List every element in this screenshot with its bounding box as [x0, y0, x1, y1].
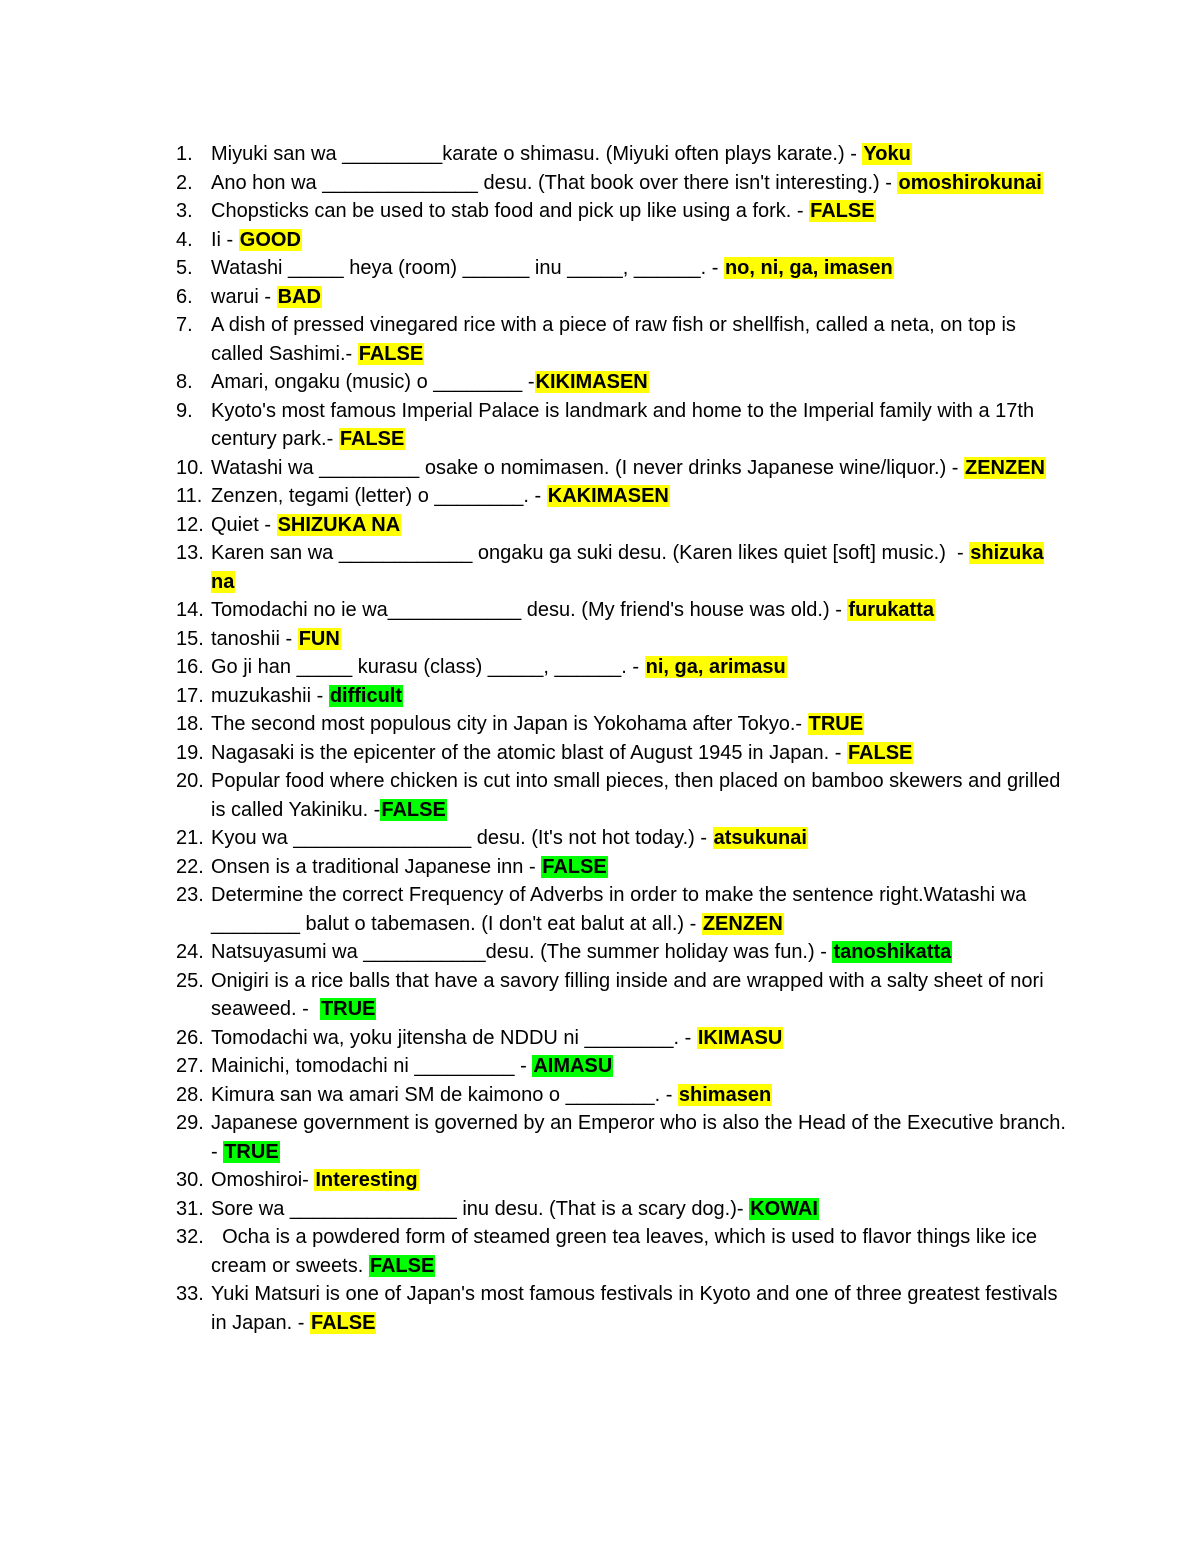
- question-text: Natsuyasumi wa ___________desu. (The summer holiday was fun.) -: [211, 941, 833, 963]
- item-body: [211, 1109, 1072, 1166]
- item-number: 31.: [176, 1197, 204, 1220]
- question-text: Tomodachi no ie wa____________ desu. (My friend's house was old.) -: [211, 599, 848, 621]
- highlighted-answer: BAD: [277, 285, 321, 308]
- item-number: 16.: [176, 656, 204, 678]
- item-body: [211, 283, 1066, 312]
- list-item: [176, 767, 1066, 824]
- highlighted-answer: atsukunai: [713, 827, 807, 849]
- question-text: Watashi _____ heya (room) ______ inu _____, ______. -: [211, 257, 724, 279]
- highlighted-answer: FUN: [298, 627, 340, 650]
- question-text: Mainichi, tomodachi ni _________ -: [211, 1055, 533, 1077]
- item-number: 12.: [176, 513, 204, 536]
- item-number: 21.: [176, 827, 204, 849]
- list-item: [176, 482, 1066, 511]
- item-body: [211, 1223, 1066, 1280]
- question-text: Onigiri is a rice balls that have a savory filling inside and are wrapped with a salty sheet of nori seaweed. -: [211, 969, 1050, 1020]
- list-item: [176, 824, 1066, 853]
- highlighted-answer: tanoshikatta: [833, 941, 952, 963]
- item-body: [211, 1081, 1066, 1110]
- highlighted-answer: Interesting: [315, 1169, 418, 1191]
- item-body: [211, 1024, 1066, 1053]
- item-body: [211, 1195, 1066, 1224]
- question-text: Yuki Matsuri is one of Japan's most famous festivals in Kyoto and one of three greatest festivals in Japan. -: [211, 1283, 1064, 1334]
- question-text: Popular food where chicken is cut into small pieces, then placed on bamboo skewers and grilled is called Yakiniku. -: [211, 770, 1066, 821]
- item-number: 3.: [176, 200, 193, 222]
- item-number: 5.: [176, 257, 193, 279]
- item-body: [211, 1280, 1066, 1337]
- list-item: [176, 881, 1066, 938]
- item-body: [211, 710, 1066, 739]
- question-text: Nagasaki is the epicenter of the atomic blast of August 1945 in Japan. -: [211, 741, 847, 764]
- item-body: [211, 967, 1066, 1024]
- question-text: warui -: [211, 285, 277, 308]
- item-body: [211, 938, 1066, 967]
- highlighted-answer: TRUE: [320, 998, 376, 1020]
- highlighted-answer: shizuka na: [211, 542, 1044, 593]
- item-body: [211, 1052, 1066, 1081]
- highlighted-answer: ZENZEN: [702, 912, 783, 935]
- highlighted-answer: difficult: [329, 684, 403, 707]
- item-body: [211, 368, 1066, 397]
- highlighted-answer: omoshirokunai: [898, 171, 1042, 194]
- list-item: [176, 511, 1066, 540]
- list-item: [176, 454, 1066, 483]
- list-item: [176, 1024, 1066, 1053]
- quiz-answer-list: [176, 140, 1072, 1337]
- item-number: 4.: [176, 228, 193, 251]
- highlighted-answer: FALSE: [358, 342, 424, 365]
- item-number: 26.: [176, 1026, 204, 1049]
- highlighted-answer: Yoku: [863, 143, 911, 165]
- question-text: Kyou wa ________________ desu. (It's not hot today.) -: [211, 827, 713, 849]
- question-text: Quiet -: [211, 513, 277, 536]
- question-text: Kimura san wa amari SM de kaimono o ________. -: [211, 1083, 678, 1106]
- item-number: 30.: [176, 1169, 204, 1191]
- item-body: [211, 739, 1066, 768]
- highlighted-answer: ZENZEN: [965, 456, 1045, 479]
- item-number: 6.: [176, 285, 193, 308]
- list-item: [176, 197, 1066, 226]
- question-text: Zenzen, tegami (letter) o ________. -: [211, 485, 547, 507]
- question-text: Japanese government is governed by an Emperor who is also the Head of the Executive branch. -: [211, 1112, 1072, 1163]
- item-body: [211, 197, 1066, 226]
- list-item: [176, 1280, 1066, 1337]
- item-body: [211, 226, 1066, 255]
- list-item: [176, 967, 1066, 1024]
- item-number: 14.: [176, 599, 204, 621]
- highlighted-answer: furukatta: [848, 599, 934, 621]
- highlighted-answer: FALSE: [381, 798, 446, 821]
- item-number: 27.: [176, 1055, 204, 1077]
- item-number: 32.: [176, 1226, 204, 1248]
- highlighted-answer: FALSE: [810, 200, 875, 222]
- question-text: muzukashii -: [211, 684, 329, 707]
- list-item: [176, 311, 1066, 368]
- item-body: [211, 853, 1066, 882]
- item-number: 15.: [176, 627, 204, 650]
- question-text: Ocha is a powdered form of steamed green tea leaves, which is used to flavor things like ice cream or sweets.: [211, 1226, 1043, 1277]
- item-body: [211, 397, 1066, 454]
- list-item: [176, 1166, 1066, 1195]
- question-text: Determine the correct Frequency of Adverbs in order to make the sentence right.Watashi wa ________ balut o tabemasen. (I don't eat balut at all.) -: [211, 884, 1032, 935]
- item-number: 10.: [176, 456, 204, 479]
- list-item: [176, 853, 1066, 882]
- question-text: The second most populous city in Japan is Yokohama after Tokyo.-: [211, 713, 808, 735]
- highlighted-answer: KAKIMASEN: [547, 485, 669, 507]
- highlighted-answer: FALSE: [369, 1254, 435, 1277]
- highlighted-answer: FALSE: [339, 428, 405, 450]
- item-number: 19.: [176, 741, 204, 764]
- item-body: [211, 625, 1066, 654]
- question-text: Sore wa _______________ inu desu. (That is a scary dog.)-: [211, 1197, 750, 1220]
- item-number: 25.: [176, 969, 204, 992]
- list-item: [176, 625, 1066, 654]
- item-number: 20.: [176, 770, 204, 792]
- item-body: [211, 169, 1066, 198]
- item-body: [211, 824, 1066, 853]
- item-body: [211, 311, 1066, 368]
- item-body: [211, 511, 1066, 540]
- highlighted-answer: TRUE: [808, 713, 864, 735]
- item-body: [211, 140, 1066, 169]
- item-body: [211, 881, 1066, 938]
- question-text: Miyuki san wa _________karate o shimasu. (Miyuki often plays karate.) -: [211, 143, 863, 165]
- item-number: 13.: [176, 542, 204, 564]
- list-item: [176, 938, 1066, 967]
- item-number: 17.: [176, 684, 204, 707]
- list-item: [176, 1081, 1066, 1110]
- item-number: 28.: [176, 1083, 204, 1106]
- highlighted-answer: shimasen: [678, 1083, 772, 1106]
- question-text: Watashi wa _________ osake o nomimasen. (I never drinks Japanese wine/liquor.) -: [211, 456, 964, 479]
- list-item: [176, 710, 1066, 739]
- item-number: 29.: [176, 1112, 204, 1134]
- highlighted-answer: KOWAI: [750, 1197, 818, 1220]
- list-item: [176, 739, 1066, 768]
- question-text: A dish of pressed vinegared rice with a piece of raw fish or shellfish, called a neta, on top is called Sashimi.-: [211, 314, 1022, 365]
- question-text: Tomodachi wa, yoku jitensha de NDDU ni ________. -: [211, 1026, 697, 1049]
- question-text: Ii -: [211, 228, 239, 251]
- question-text: Onsen is a traditional Japanese inn -: [211, 855, 542, 878]
- highlighted-answer: IKIMASU: [697, 1026, 783, 1049]
- item-body: [211, 254, 1066, 283]
- list-item: [176, 1052, 1066, 1081]
- highlighted-answer: no, ni, ga, imasen: [724, 257, 893, 279]
- item-number: 23.: [176, 884, 204, 906]
- list-item: [176, 254, 1066, 283]
- question-text: Karen san wa ____________ ongaku ga suki desu. (Karen likes quiet [soft] music.) -: [211, 542, 970, 564]
- highlighted-answer: FALSE: [310, 1311, 376, 1334]
- item-body: [211, 482, 1066, 511]
- list-item: [176, 283, 1066, 312]
- item-number: 9.: [176, 399, 193, 422]
- item-body: [211, 1166, 1066, 1195]
- list-item: [176, 653, 1066, 682]
- item-number: 1.: [176, 143, 193, 165]
- list-item: [176, 397, 1066, 454]
- highlighted-answer: KIKIMASEN: [535, 371, 648, 393]
- highlighted-answer: ni, ga, arimasu: [645, 656, 786, 678]
- list-item: [176, 596, 1066, 625]
- item-number: 18.: [176, 713, 204, 735]
- item-body: [211, 596, 1066, 625]
- question-text: Omoshiroi-: [211, 1169, 315, 1191]
- question-text: Ano hon wa ______________ desu. (That book over there isn't interesting.) -: [211, 171, 898, 194]
- item-number: 7.: [176, 314, 193, 336]
- question-text: Kyoto's most famous Imperial Palace is landmark and home to the Imperial family with a 17th century park.-: [211, 399, 1040, 450]
- list-item: [176, 226, 1066, 255]
- list-item: [176, 169, 1066, 198]
- item-number: 22.: [176, 855, 204, 878]
- list-item: [176, 539, 1066, 596]
- item-number: 11.: [176, 485, 203, 507]
- highlighted-answer: FALSE: [542, 855, 607, 878]
- list-item: [176, 368, 1066, 397]
- item-body: [211, 539, 1066, 596]
- question-text: Go ji han _____ kurasu (class) _____, ______. -: [211, 656, 645, 678]
- question-text: Amari, ongaku (music) o ________ -: [211, 371, 535, 393]
- item-number: 8.: [176, 371, 193, 393]
- list-item: [176, 1223, 1066, 1280]
- item-body: [211, 653, 1066, 682]
- highlighted-answer: SHIZUKA NA: [277, 513, 401, 536]
- item-body: [211, 682, 1066, 711]
- question-text: tanoshii -: [211, 627, 298, 650]
- highlighted-answer: TRUE: [224, 1140, 279, 1163]
- list-item: [176, 682, 1066, 711]
- item-number: 33.: [176, 1283, 204, 1305]
- item-number: 2.: [176, 171, 193, 194]
- highlighted-answer: GOOD: [239, 228, 301, 251]
- item-number: 24.: [176, 941, 204, 963]
- item-body: [211, 767, 1066, 824]
- highlighted-answer: FALSE: [847, 741, 913, 764]
- highlighted-answer: AIMASU: [533, 1055, 613, 1077]
- question-text: Chopsticks can be used to stab food and pick up like using a fork. -: [211, 200, 810, 222]
- item-body: [211, 454, 1066, 483]
- list-item: [176, 1109, 1072, 1166]
- list-item: [176, 140, 1066, 169]
- list-item: [176, 1195, 1066, 1224]
